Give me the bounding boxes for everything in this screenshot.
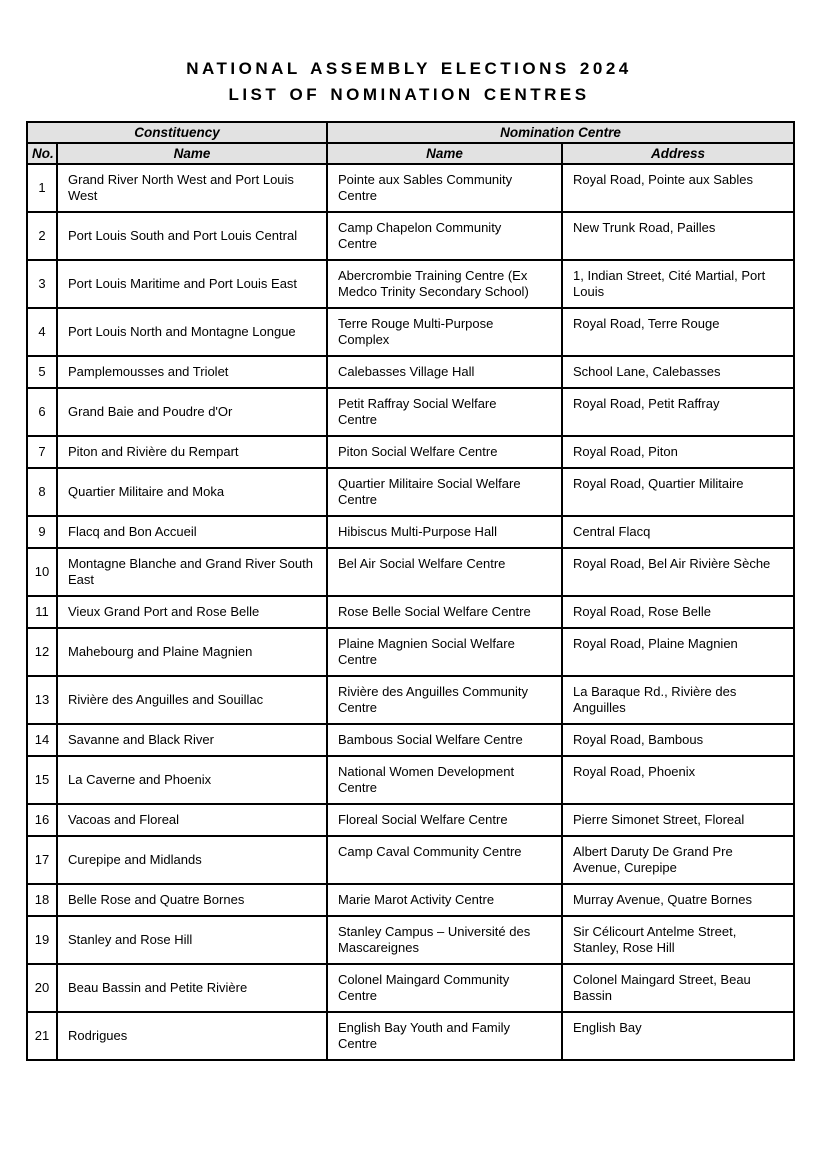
centre-address: Pierre Simonet Street, Floreal (562, 804, 794, 836)
constituency-name: Rivière des Anguilles and Souillac (57, 676, 327, 724)
constituency-name: Port Louis Maritime and Port Louis East (57, 260, 327, 308)
table-row (27, 964, 794, 1012)
centre-address: New Trunk Road, Pailles (562, 212, 794, 260)
centre-name: Rivière des Anguilles Community Centre (327, 676, 562, 724)
table-row (27, 836, 794, 884)
centre-address: Sir Célicourt Antelme Street, Stanley, Rose Hill (562, 916, 794, 964)
table-row (27, 1012, 794, 1060)
column-header-constituency-name: Name (57, 143, 327, 164)
constituency-name: Savanne and Black River (57, 724, 327, 756)
table-row (27, 724, 794, 756)
table-header (27, 122, 794, 164)
constituency-name: Flacq and Bon Accueil (57, 516, 327, 548)
table-row (27, 308, 794, 356)
column-header-row (27, 143, 794, 164)
constituency-name: Port Louis South and Port Louis Central (57, 212, 327, 260)
title-line-1: NATIONAL ASSEMBLY ELECTIONS 2024 (186, 59, 632, 78)
centre-name: Calebasses Village Hall (327, 356, 562, 388)
row-number: 21 (27, 1012, 57, 1060)
constituency-name: Curepipe and Midlands (57, 836, 327, 884)
centre-name: Piton Social Welfare Centre (327, 436, 562, 468)
row-number: 3 (27, 260, 57, 308)
constituency-name: Port Louis North and Montagne Longue (57, 308, 327, 356)
constituency-name: Belle Rose and Quatre Bornes (57, 884, 327, 916)
constituency-name: Stanley and Rose Hill (57, 916, 327, 964)
row-number: 13 (27, 676, 57, 724)
column-header-no: No. (27, 143, 57, 164)
group-header-nomination-centre: Nomination Centre (327, 122, 794, 143)
centre-name: Floreal Social Welfare Centre (327, 804, 562, 836)
centre-address: Royal Road, Bambous (562, 724, 794, 756)
centre-address: Royal Road, Rose Belle (562, 596, 794, 628)
constituency-name: Quartier Militaire and Moka (57, 468, 327, 516)
centre-address: Colonel Maingard Street, Beau Bassin (562, 964, 794, 1012)
constituency-name: Grand Baie and Poudre d'Or (57, 388, 327, 436)
centre-name: Camp Chapelon Community Centre (327, 212, 562, 260)
column-header-centre-name: Name (327, 143, 562, 164)
table-row (27, 260, 794, 308)
centre-name: Abercrombie Training Centre (Ex Medco Trinity Secondary School) (327, 260, 562, 308)
title-line-2: LIST OF NOMINATION CENTRES (228, 85, 590, 104)
group-header-constituency: Constituency (27, 122, 327, 143)
centre-address: School Lane, Calebasses (562, 356, 794, 388)
centre-address: Royal Road, Piton (562, 436, 794, 468)
row-number: 18 (27, 884, 57, 916)
centre-name: Rose Belle Social Welfare Centre (327, 596, 562, 628)
table-row (27, 916, 794, 964)
centre-address: Royal Road, Pointe aux Sables (562, 164, 794, 212)
table-row (27, 756, 794, 804)
table-row (27, 676, 794, 724)
page-title (0, 56, 818, 108)
constituency-name: Vieux Grand Port and Rose Belle (57, 596, 327, 628)
nomination-centres-table (26, 121, 795, 1061)
centre-name: Marie Marot Activity Centre (327, 884, 562, 916)
row-number: 7 (27, 436, 57, 468)
constituency-name: Rodrigues (57, 1012, 327, 1060)
centre-name: Hibiscus Multi-Purpose Hall (327, 516, 562, 548)
centre-address: Royal Road, Plaine Magnien (562, 628, 794, 676)
table-row (27, 356, 794, 388)
centre-address: Royal Road, Terre Rouge (562, 308, 794, 356)
table-row (27, 596, 794, 628)
row-number: 16 (27, 804, 57, 836)
row-number: 17 (27, 836, 57, 884)
table-row (27, 468, 794, 516)
row-number: 6 (27, 388, 57, 436)
table-row (27, 436, 794, 468)
table-row (27, 628, 794, 676)
centre-name: National Women Development Centre (327, 756, 562, 804)
row-number: 2 (27, 212, 57, 260)
row-number: 15 (27, 756, 57, 804)
row-number: 5 (27, 356, 57, 388)
row-number: 20 (27, 964, 57, 1012)
centre-name: Bambous Social Welfare Centre (327, 724, 562, 756)
centre-address: Central Flacq (562, 516, 794, 548)
row-number: 12 (27, 628, 57, 676)
row-number: 8 (27, 468, 57, 516)
table-row (27, 212, 794, 260)
row-number: 1 (27, 164, 57, 212)
row-number: 14 (27, 724, 57, 756)
centre-address: Royal Road, Petit Raffray (562, 388, 794, 436)
table-body (27, 164, 794, 1060)
column-header-address: Address (562, 143, 794, 164)
centre-address: 1, Indian Street, Cité Martial, Port Louis (562, 260, 794, 308)
centre-name: Stanley Campus – Université des Mascareignes (327, 916, 562, 964)
centre-name: Petit Raffray Social Welfare Centre (327, 388, 562, 436)
centre-address: Albert Daruty De Grand Pre Avenue, Curepipe (562, 836, 794, 884)
centre-name: Terre Rouge Multi-Purpose Complex (327, 308, 562, 356)
centre-name: Colonel Maingard Community Centre (327, 964, 562, 1012)
constituency-name: La Caverne and Phoenix (57, 756, 327, 804)
row-number: 11 (27, 596, 57, 628)
centre-name: Pointe aux Sables Community Centre (327, 164, 562, 212)
row-number: 4 (27, 308, 57, 356)
constituency-name: Vacoas and Floreal (57, 804, 327, 836)
row-number: 19 (27, 916, 57, 964)
centre-name: Quartier Militaire Social Welfare Centre (327, 468, 562, 516)
constituency-name: Montagne Blanche and Grand River South East (57, 548, 327, 596)
table-row (27, 804, 794, 836)
constituency-name: Pamplemousses and Triolet (57, 356, 327, 388)
row-number: 9 (27, 516, 57, 548)
centre-address: Royal Road, Bel Air Rivière Sèche (562, 548, 794, 596)
centre-address: Royal Road, Quartier Militaire (562, 468, 794, 516)
centre-name: Bel Air Social Welfare Centre (327, 548, 562, 596)
centre-address: Royal Road, Phoenix (562, 756, 794, 804)
table-row (27, 164, 794, 212)
table-row (27, 388, 794, 436)
centre-address: English Bay (562, 1012, 794, 1060)
constituency-name: Grand River North West and Port Louis West (57, 164, 327, 212)
constituency-name: Mahebourg and Plaine Magnien (57, 628, 327, 676)
table-row (27, 548, 794, 596)
table-row (27, 516, 794, 548)
group-header-row (27, 122, 794, 143)
centre-name: Camp Caval Community Centre (327, 836, 562, 884)
centre-name: English Bay Youth and Family Centre (327, 1012, 562, 1060)
centre-address: La Baraque Rd., Rivière des Anguilles (562, 676, 794, 724)
centre-name: Plaine Magnien Social Welfare Centre (327, 628, 562, 676)
centre-address: Murray Avenue, Quatre Bornes (562, 884, 794, 916)
row-number: 10 (27, 548, 57, 596)
constituency-name: Beau Bassin and Petite Rivière (57, 964, 327, 1012)
table-row (27, 884, 794, 916)
constituency-name: Piton and Rivière du Rempart (57, 436, 327, 468)
